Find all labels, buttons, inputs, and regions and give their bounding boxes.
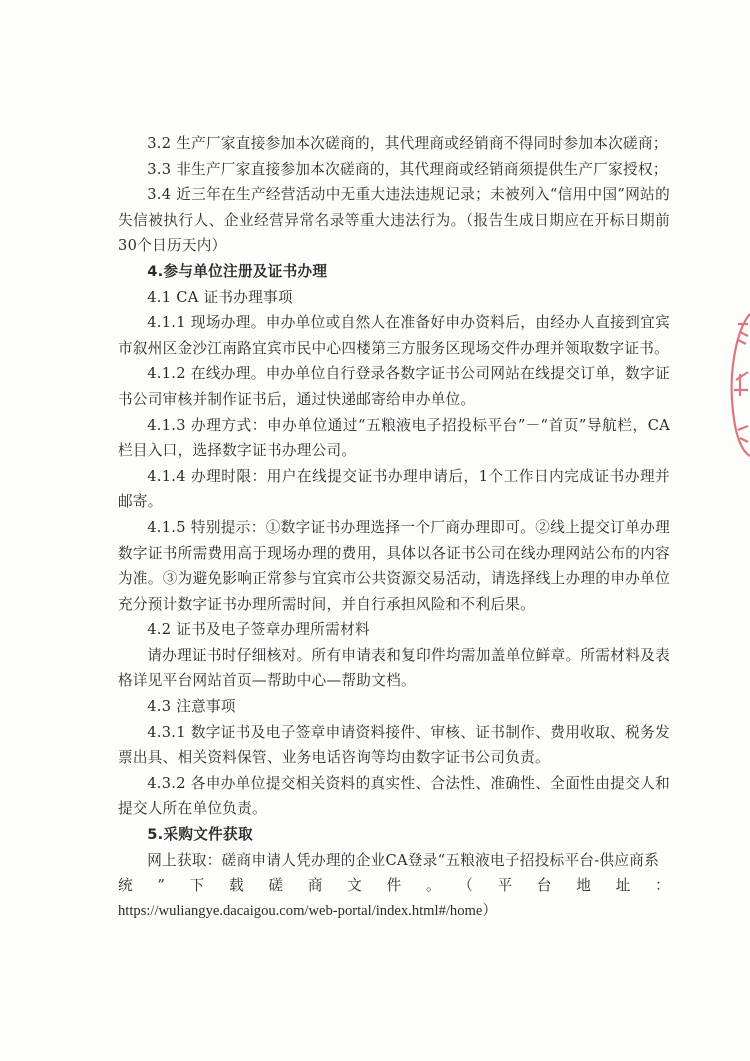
clause-4-1-4: 4.1.4 办理时限：用户在线提交证书办理申请后，1个工作日内完成证书办理并邮寄。: [118, 467, 670, 511]
clause-4-1-3: 4.1.3 办理方式：申办单位通过“五粮液电子招投标平台”－“首页”导航栏，CA栏目入口，选择数字证书办理公司。: [118, 416, 670, 460]
acquisition-line-2: 统”下载磋商文件。（平台地址：: [118, 877, 670, 895]
clause-4-1-5: 4.1.5 特别提示：①数字证书办理选择一个厂商办理即可。②线上提交订单办理数字证书所需费用高于现场办理的费用，具体以各证书公司在线办理网站公布的内容为准。③为避免影响正常参与宜宾市公共资源交易活动，请选择线上办理的申办单位充分预计数字证书办理所需时间，并自行承担风险和不利后果。: [118, 518, 670, 613]
clause-4-2: 4.2 证书及电子签章办理所需材料: [147, 621, 370, 639]
seal-stamp-fragment: [718, 310, 750, 458]
platform-url: https://wuliangye.dacaigou.com/web-portal/index.html#/home）: [118, 902, 497, 919]
document-body: [118, 131, 670, 924]
section-heading-4: 4.参与单位注册及证书办理: [147, 262, 328, 280]
clause-4-1-2: 4.1.2 在线办理。申办单位自行登录各数字证书公司网站在线提交订单，数字证书公司审核并制作证书后，通过快递邮寄给申办单位。: [118, 365, 670, 408]
clause-3-2: 3.2 生产厂家直接参加本次磋商的，其代理商或经销商不得同时参加本次磋商；: [147, 135, 668, 152]
clause-4-1: 4.1 CA 证书办理事项: [147, 288, 293, 306]
acquisition-line-1: 网上获取：磋商申请人凭办理的企业CA登录“五粮液电子招投标平台-供应商系: [147, 851, 660, 869]
section-heading-5: 5.采购文件获取: [147, 826, 253, 844]
clause-3-3: 3.3 非生产厂家直接参加本次磋商的，其代理商或经销商须提供生产厂家授权；: [147, 160, 668, 178]
clause-4-2-body: 请办理证书时仔细核对。所有申请表和复印件均需加盖单位鲜章。所需材料及表格详见平台网站首页—帮助中心—帮助文档。: [118, 646, 670, 690]
clause-4-3: 4.3 注意事项: [147, 698, 236, 716]
clause-4-1-1: 4.1.1 现场办理。申办单位或自然人在准备好申办资料后，由经办人直接到宜宾市叙州区金沙江南路宜宾市民中心四楼第三方服务区现场交件办理并领取数字证书。: [118, 314, 670, 357]
clause-4-3-2: 4.3.2 各申办单位提交相关资料的真实性、合法性、准确性、全面性由提交人和提交人所在单位负责。: [118, 774, 670, 818]
clause-4-3-1: 4.3.1 数字证书及电子签章申请资料接件、审核、证书制作、费用收取、税务发票出具、相关资料保管、业务电话咨询等均由数字证书公司负责。: [118, 723, 670, 767]
clause-3-4: 3.4 近三年在生产经营活动中无重大违法违规记录；未被列入“信用中国”网站的失信被执行人、企业经营异常名录等重大违法行为。（报告生成日期应在开标日期前30个日历天内）: [118, 186, 670, 255]
